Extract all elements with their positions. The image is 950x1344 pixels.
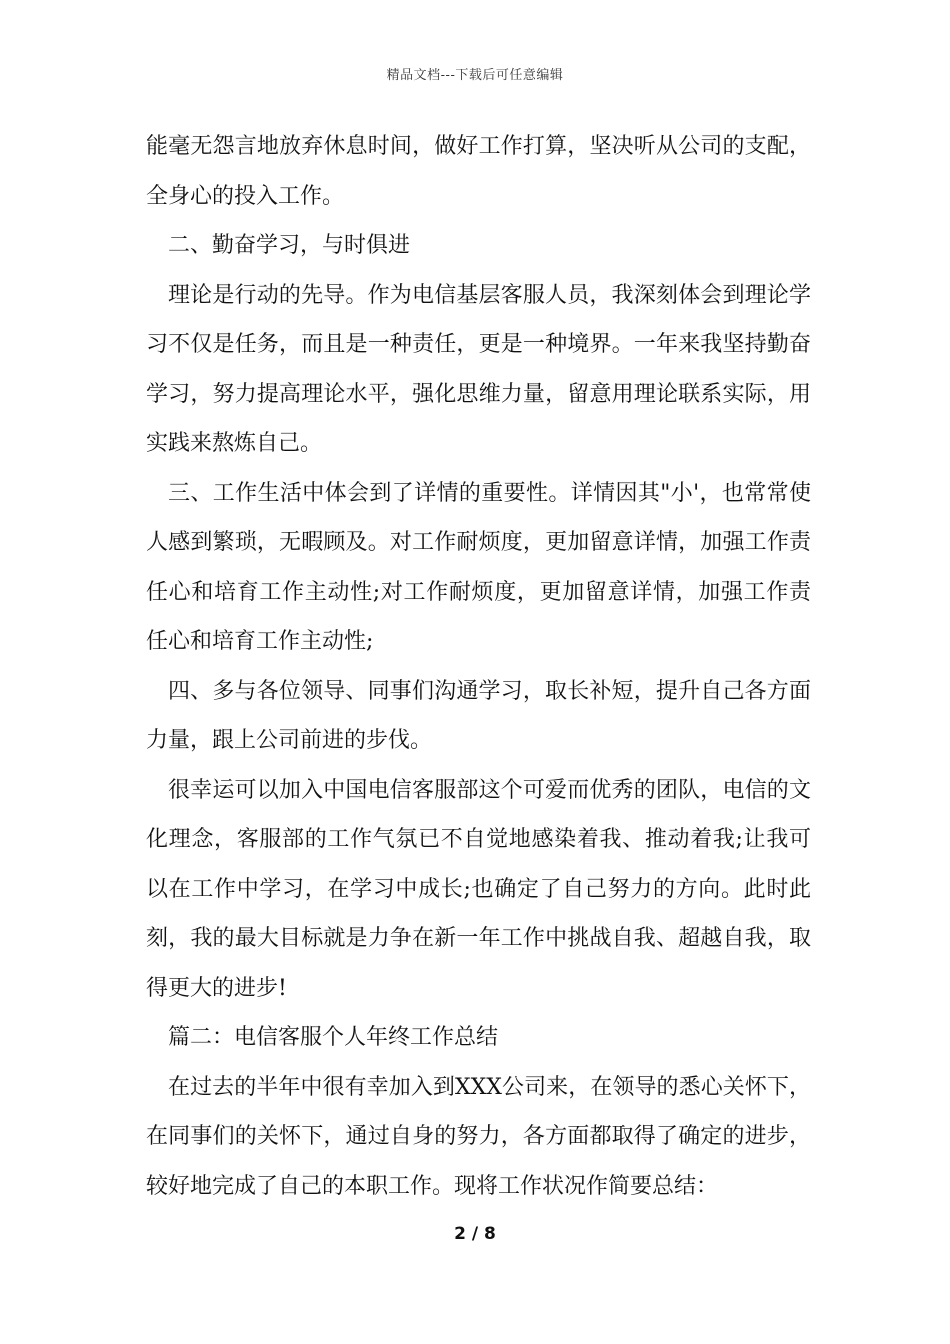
article-title-2: 篇二：电信客服个人年终工作总结 (168, 1025, 499, 1050)
section-heading-2: 二、勤奋学习，与时俱进 (168, 233, 411, 258)
page-number: 2 / 8 (454, 1224, 496, 1244)
paragraph-8: 在过去的半年中很有幸加入到XXX公司来，在领导的悉心关怀下，在同事们的关怀下，通过自身的努力，各方面都取得了确定的进步，较好地完成了自己的本职工作。现将工作状况作简要总结： (146, 1074, 811, 1199)
document-body (146, 122, 811, 1211)
paragraph-5: 四、多与各位领导、同事们沟通学习，取长补短，提升自己各方面力量，跟上公司前进的步伐。 (146, 678, 811, 753)
paragraph-4: 三、工作生活中体会到了详情的重要性。详情因其"小'，也常常使人感到繁琐，无暇顾及。对工作耐烦度，更加留意详情，加强工作责任心和培育工作主动性;对工作耐烦度，更加留意详情，加强工作责任心和培育工作主动性; (146, 480, 811, 654)
paragraph-6: 很幸运可以加入中国电信客服部这个可爱而优秀的团队，电信的文化理念，客服部的工作气氛已不自觉地感染着我、推动着我;让我可以在工作中学习，在学习中成长;也确定了自己努力的方向。此时此刻，我的最大目标就是力争在新一年工作中挑战自我、超越自我，取得更大的进步! (146, 777, 811, 1001)
page-header: 精品文档---下载后可任意编辑 (386, 68, 564, 83)
paragraph-1: 能毫无怨言地放弃休息时间，做好工作打算，坚决听从公司的支配，全身心的投入工作。 (146, 134, 811, 209)
paragraph-3: 理论是行动的先导。作为电信基层客服人员，我深刻体会到理论学习不仅是任务，而且是一种责任，更是一种境界。一年来我坚持勤奋学习，努力提高理论水平，强化思维力量，留意用理论联系实际，用实践来熬炼自己。 (146, 282, 811, 456)
